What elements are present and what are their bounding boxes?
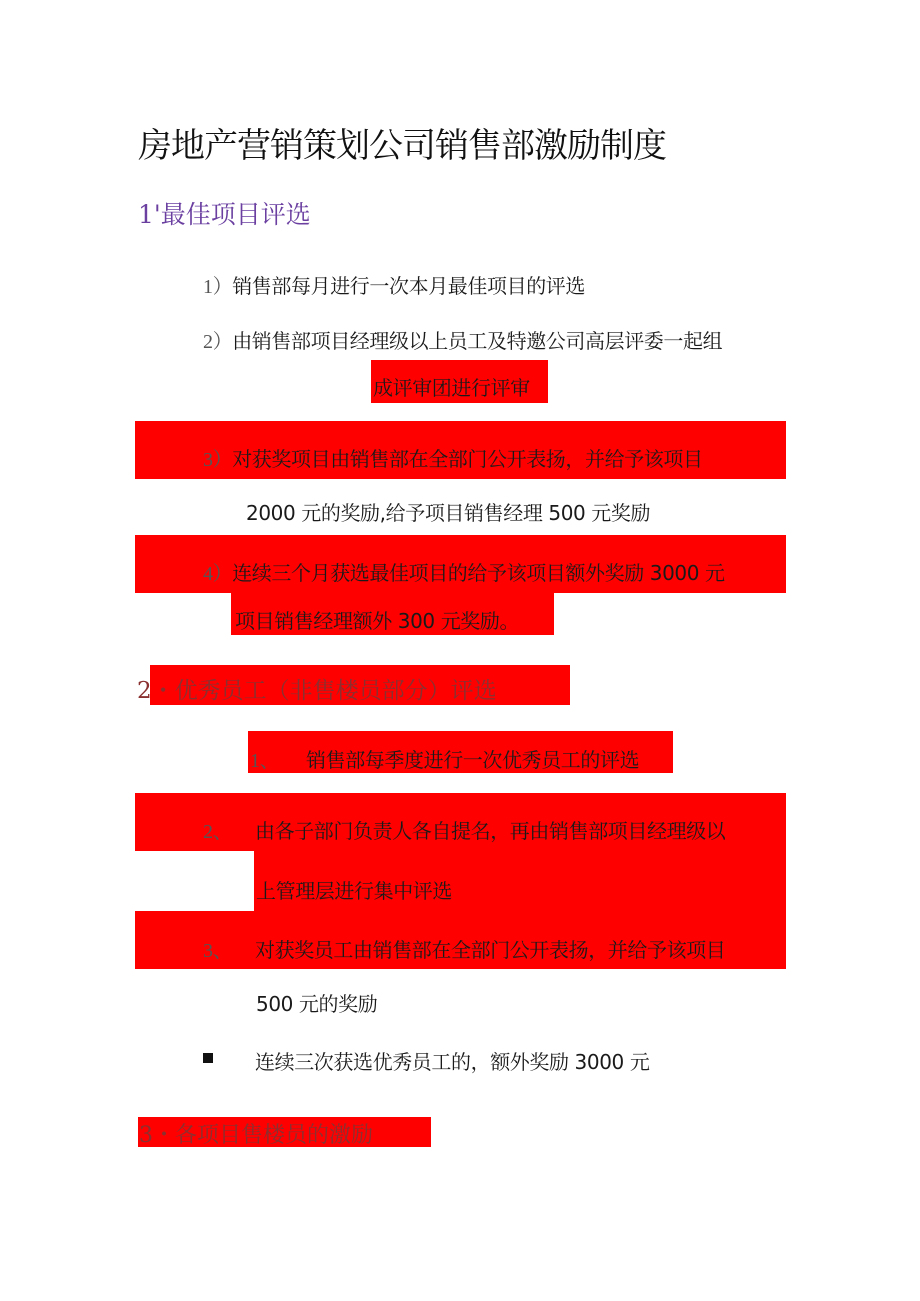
item-continuation: 2000 元的奖励,给予项目销售经理 500 元奖励 <box>246 501 651 525</box>
list-item: 连续三次获选优秀员工的，额外奖励 3000 元 <box>255 1050 650 1074</box>
document-title: 房地产营销策划公司销售部激励制度 <box>138 126 666 166</box>
item-text: 由销售部项目经理级以上员工及特邀公司高层评委一起组 <box>232 329 723 353</box>
item-continuation: 500 元的奖励 <box>256 992 378 1016</box>
list-item <box>203 934 725 963</box>
list-item <box>203 443 703 472</box>
section-heading: 1'最佳项目评选 <box>138 200 311 229</box>
item-text: 对获奖员工由销售部在全部门公开表扬，并给予该项目 <box>255 938 726 962</box>
item-continuation: 上管理层进行集中评选 <box>256 879 452 903</box>
item-text: 销售部每月进行一次本月最佳项目的评选 <box>232 274 586 298</box>
item-text: 由各子部门负责人各自提名，再由销售部项目经理级以 <box>255 819 726 843</box>
list-item <box>203 270 585 299</box>
list-item <box>203 557 725 586</box>
list-item <box>250 744 639 773</box>
item-number: 4） <box>203 563 233 585</box>
item-continuation: 成评审团进行评审 <box>373 376 530 400</box>
section-heading: 3・各项目售楼员的激励 <box>139 1123 373 1148</box>
item-text: 销售部每季度进行一次优秀员工的评选 <box>306 748 640 772</box>
item-number: 2） <box>203 331 233 353</box>
bullet-icon <box>203 1053 213 1063</box>
section-heading: 2・优秀员工（非售楼员部分）评选 <box>137 678 497 704</box>
item-number: 3、 <box>203 940 233 962</box>
item-text: 连续三个月获选最佳项目的给予该项目额外奖励 3000 元 <box>232 561 725 585</box>
item-text: 对获奖项目由销售部在全部门公开表扬，并给予该项目 <box>232 447 703 471</box>
item-continuation: 项目销售经理额外 300 元奖励。 <box>235 609 520 633</box>
list-item <box>203 815 725 844</box>
item-number: 1、 <box>250 750 280 772</box>
item-number: 1） <box>203 276 233 298</box>
item-number: 2、 <box>203 821 233 843</box>
list-item <box>203 325 722 354</box>
item-number: 3） <box>203 449 233 471</box>
